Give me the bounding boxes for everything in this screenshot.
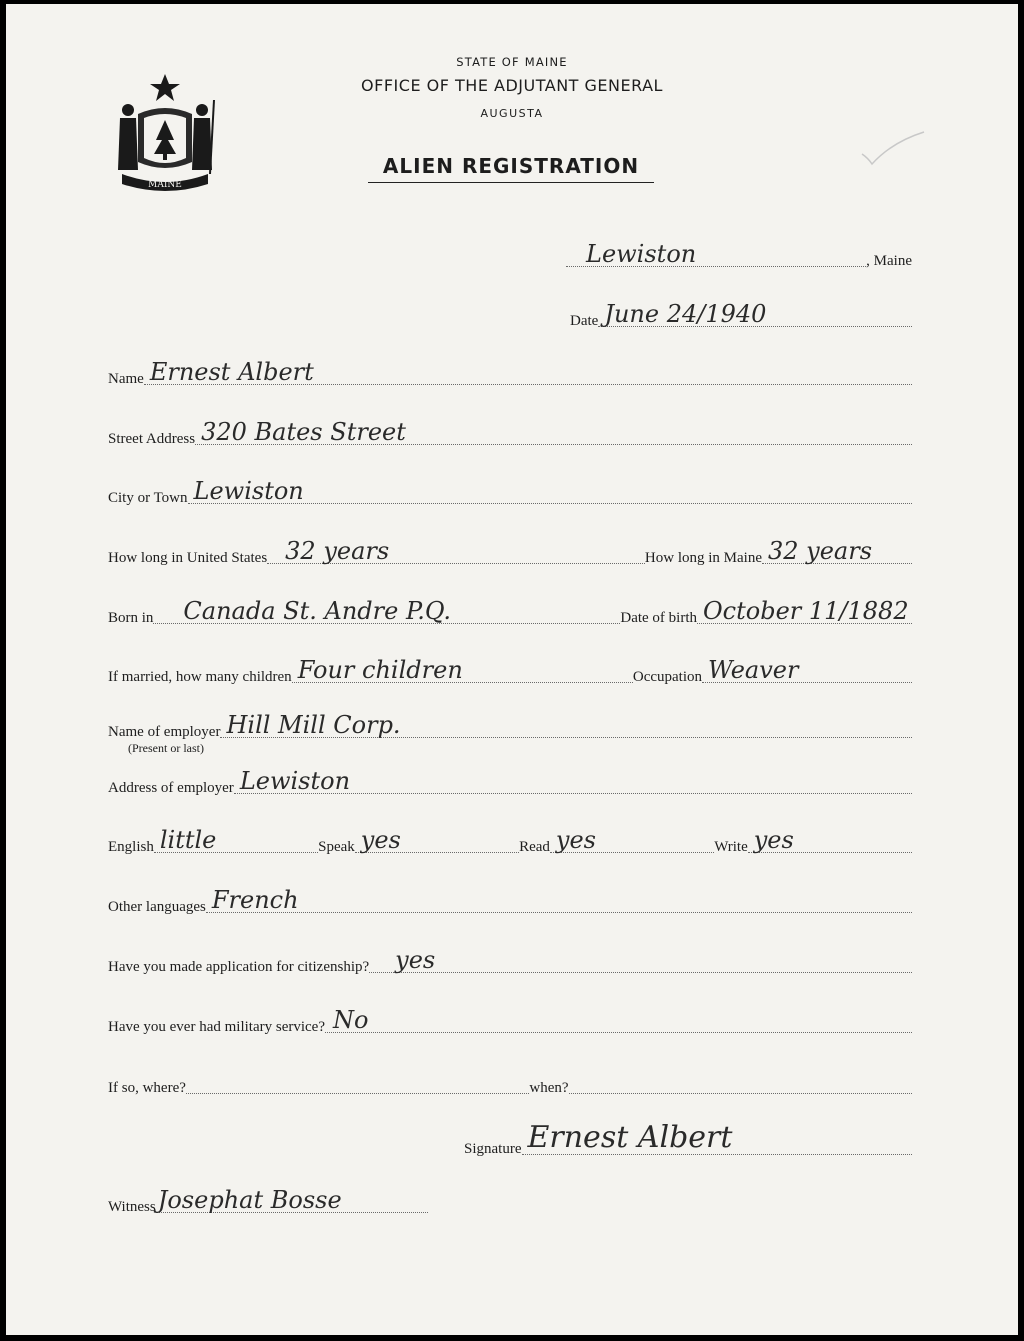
english-field[interactable] — [154, 826, 318, 853]
name-field[interactable] — [144, 358, 912, 385]
seal-banner-text: MAINE — [148, 180, 182, 190]
street-address-value: 320 Bates Street — [201, 418, 406, 446]
write-field[interactable] — [748, 826, 912, 853]
witness-row — [108, 1186, 428, 1216]
employer-sublabel: (Present or last) — [128, 741, 204, 755]
name-label: Name — [108, 371, 144, 387]
employer-address-row — [108, 767, 912, 797]
other-languages-row — [108, 886, 912, 916]
other-languages-field[interactable] — [206, 886, 912, 913]
header-office: OFFICE OF THE ADJUTANT GENERAL — [361, 76, 663, 95]
form-title: ALIEN REGISTRATION — [368, 154, 654, 183]
employer-row — [108, 711, 912, 741]
employer-label: Name of employer — [108, 724, 221, 740]
form-sheet — [6, 4, 1018, 1335]
witness-value: Josephat Bosse — [157, 1186, 342, 1214]
military-value: No — [333, 1006, 369, 1034]
citizenship-value: yes — [395, 946, 436, 974]
witness-label: Witness — [108, 1199, 156, 1215]
occupation-label: Occupation — [632, 669, 702, 685]
where-field[interactable] — [186, 1067, 529, 1094]
date-label: Date — [570, 313, 599, 329]
occupation-field[interactable] — [702, 656, 912, 683]
header-city: AUGUSTA — [480, 107, 544, 120]
residence-row — [108, 537, 912, 567]
how-long-us-value: 32 years — [285, 537, 390, 565]
read-label: Read — [519, 839, 550, 855]
employer-address-label: Address of employer — [108, 780, 234, 796]
street-address-label: Street Address — [108, 431, 196, 447]
citizenship-label: Have you made application for citizenship? — [108, 959, 370, 975]
children-label: If married, how many children — [108, 669, 292, 685]
when-label: when? — [529, 1080, 569, 1096]
name-value: Ernest Albert — [149, 358, 314, 386]
employer-address-value: Lewiston — [239, 767, 351, 795]
street-address-row — [108, 418, 912, 448]
write-value: yes — [753, 826, 794, 854]
service-details-row — [108, 1071, 912, 1097]
employer-value: Hill Mill Corp. — [226, 711, 401, 739]
city-row — [108, 477, 912, 507]
military-label: Have you ever had military service? — [108, 1019, 325, 1035]
read-value: yes — [555, 826, 596, 854]
english-label: English — [108, 839, 154, 855]
signature-field[interactable] — [522, 1120, 913, 1155]
occupation-value: Weaver — [708, 656, 799, 684]
how-long-maine-label: How long in Maine — [644, 550, 762, 566]
date-of-birth-value: October 11/1882 — [703, 597, 909, 625]
citizenship-row — [108, 946, 912, 976]
date-field[interactable] — [598, 300, 912, 327]
town-suffix: , Maine — [866, 253, 912, 269]
signature-value: Ernest Albert — [527, 1120, 733, 1155]
military-row — [108, 1006, 912, 1036]
other-languages-label: Other languages — [108, 899, 206, 915]
how-long-us-label: How long in United States — [108, 550, 268, 566]
town-row — [566, 240, 912, 270]
town-field[interactable] — [566, 240, 866, 267]
header-state: STATE OF MAINE — [456, 55, 568, 69]
children-field[interactable] — [292, 656, 633, 683]
birth-row — [108, 597, 912, 627]
checkmark-icon — [858, 128, 928, 168]
how-long-us-field[interactable] — [267, 537, 645, 564]
born-in-value: Canada St. Andre P.Q. — [183, 597, 451, 625]
military-field[interactable] — [325, 1006, 912, 1033]
how-long-maine-field[interactable] — [762, 537, 912, 564]
english-value: little — [159, 826, 217, 854]
date-of-birth-label: Date of birth — [620, 610, 697, 626]
speak-value: yes — [360, 826, 401, 854]
write-label: Write — [714, 839, 748, 855]
city-field[interactable] — [188, 477, 912, 504]
speak-field[interactable] — [355, 826, 519, 853]
city-label: City or Town — [108, 490, 188, 506]
city-value: Lewiston — [193, 477, 304, 505]
citizenship-field[interactable] — [369, 946, 912, 973]
how-long-maine-value: 32 years — [768, 537, 873, 565]
speak-label: Speak — [318, 839, 355, 855]
language-skills-row — [108, 826, 912, 856]
read-field[interactable] — [550, 826, 714, 853]
date-value: June 24/1940 — [604, 300, 767, 328]
name-row — [108, 358, 912, 388]
employer-address-field[interactable] — [234, 767, 912, 794]
witness-field[interactable] — [156, 1186, 428, 1213]
children-row — [108, 656, 912, 686]
signature-row — [464, 1120, 912, 1158]
employer-field[interactable] — [220, 711, 912, 738]
date-row — [570, 300, 912, 330]
where-label: If so, where? — [108, 1080, 186, 1096]
other-languages-value: French — [211, 886, 299, 914]
signature-label: Signature — [464, 1141, 522, 1157]
children-value: Four children — [297, 656, 463, 684]
street-address-field[interactable] — [195, 418, 912, 445]
town-value: Lewiston — [586, 240, 697, 268]
when-field[interactable] — [569, 1067, 912, 1094]
date-of-birth-field[interactable] — [697, 597, 912, 624]
born-in-label: Born in — [108, 610, 154, 626]
born-in-field[interactable] — [153, 597, 620, 624]
